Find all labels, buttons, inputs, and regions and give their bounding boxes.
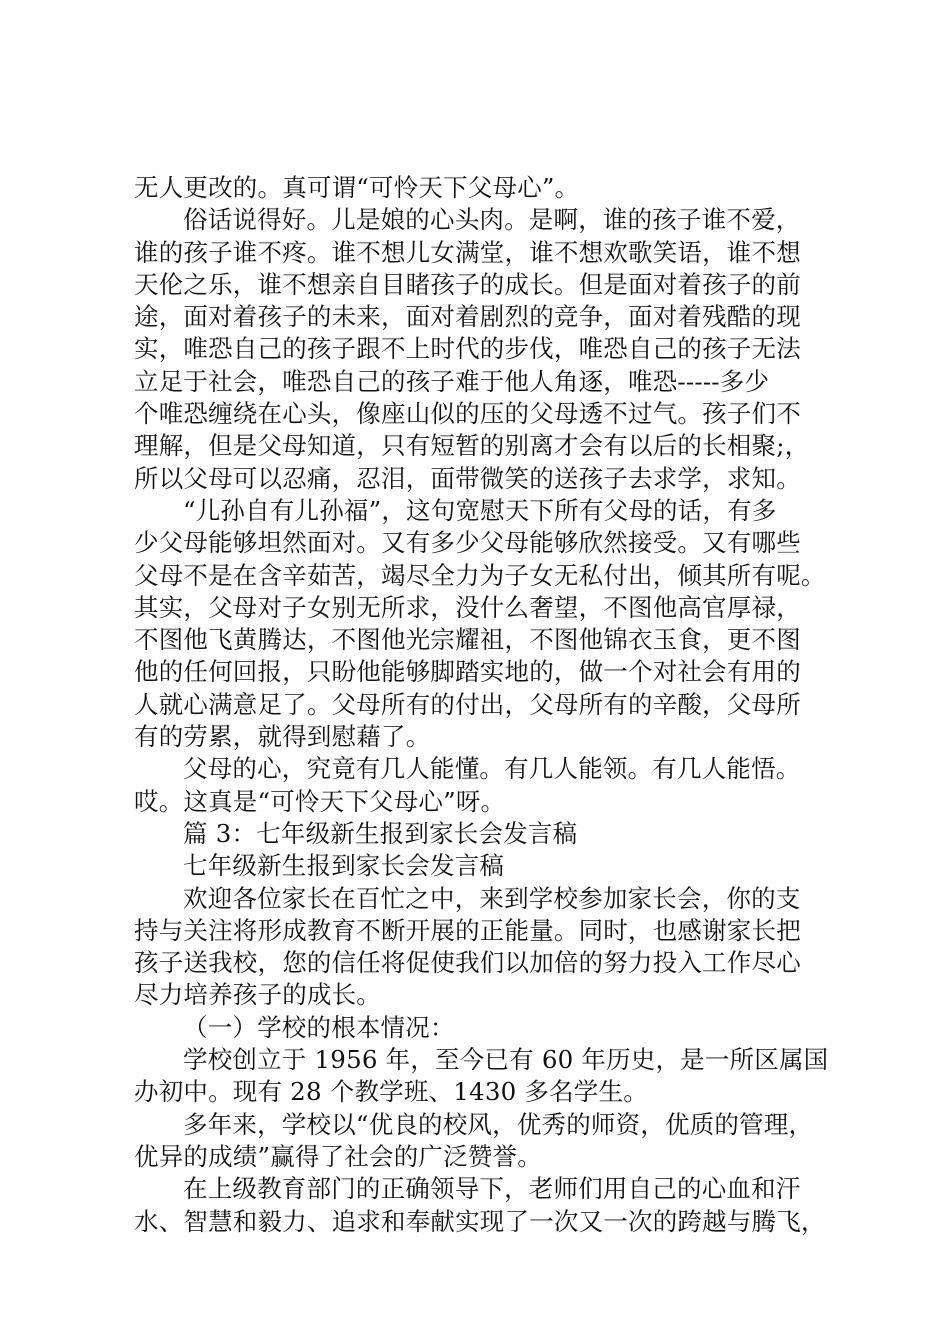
text-line: 人就心满意足了。父母所有的付出，父母所有的辛酸，父母所 <box>134 689 801 719</box>
text-line: 天伦之乐，谁不想亲自目睹孩子的成长。但是面对着孩子的前 <box>134 269 801 299</box>
text-line: 所以父母可以忍痛，忍泪，面带微笑的送孩子去求学，求知。 <box>134 463 801 493</box>
text-line: 谁的孩子谁不疼。谁不想儿女满堂，谁不想欢歌笑语，谁不想 <box>134 237 801 267</box>
text-line: 父母不是在含辛茹苦，竭尽全力为子女无私付出，倾其所有呢。 <box>134 560 826 590</box>
text-line: 父母的心，究竟有几人能懂。有几人能领。有几人能悟。 <box>183 754 801 784</box>
text-line: 在上级教育部门的正确领导下，老师们用自己的心血和汗 <box>183 1174 801 1204</box>
text-line: 俗话说得好。儿是娘的心头肉。是啊，谁的孩子谁不爱， <box>183 205 801 235</box>
text-line: 无人更改的。真可谓“可怜天下父母心”。 <box>134 173 580 202</box>
text-line: 多年来，学校以“优良的校风，优秀的师资，优质的管理， <box>183 1109 814 1139</box>
text-line: 办初中。现有 28 个教学班、1430 多名学生。 <box>134 1077 648 1107</box>
text-line: 篇 3：七年级新生报到家长会发言稿 <box>183 818 578 848</box>
text-line: 孩子送我校，您的信任将促使我们以加倍的努力投入工作尽心 <box>134 948 801 978</box>
text-line: 实，唯恐自己的孩子跟不上时代的步伐，唯恐自己的孩子无法 <box>134 334 801 364</box>
text-line: “儿孙自有儿孙福”，这句宽慰天下所有父母的话，有多 <box>183 495 777 525</box>
text-line: 尽力培养孩子的成长。 <box>134 980 381 1010</box>
text-line: 欢迎各位家长在百忙之中，来到学校参加家长会，你的支 <box>183 883 801 913</box>
text-line: 哎。这真是“可怜天下父母心”呀。 <box>134 786 506 816</box>
text-line: 途，面对着孩子的未来，面对着剧烈的竞争，面对着残酷的现 <box>134 302 801 332</box>
text-line: 学校创立于 1956 年，至今已有 60 年历史，是一所区属国 <box>183 1045 829 1075</box>
text-line: 个唯恐缠绕在心头，像座山似的压的父母透不过气。孩子们不 <box>134 399 801 429</box>
text-line: 水、智慧和毅力、追求和奉献实现了一次又一次的跨越与腾飞， <box>134 1206 826 1236</box>
text-line: 其实，父母对子女别无所求，没什么奢望，不图他高官厚禄， <box>134 592 801 622</box>
text-line: 七年级新生报到家长会发言稿 <box>183 851 505 881</box>
text-line: 少父母能够坦然面对。又有多少父母能够欣然接受。又有哪些 <box>134 528 801 558</box>
text-line: 有的劳累，就得到慰藉了。 <box>134 722 431 752</box>
text-line: 理解，但是父母知道，只有短暂的别离才会有以后的长相聚;， <box>134 431 810 461</box>
text-line: 他的任何回报，只盼他能够脚踏实地的，做一个对社会有用的 <box>134 657 801 687</box>
text-line: （一）学校的根本情况： <box>183 1012 455 1042</box>
document-body <box>134 172 834 1238</box>
text-line: 不图他飞黄腾达，不图他光宗耀祖，不图他锦衣玉食，更不图 <box>134 625 801 655</box>
text-line: 立足于社会，唯恐自己的孩子难于他人角逐，唯恐-----多少 <box>134 366 770 396</box>
text-line: 持与关注将形成教育不断开展的正能量。同时，也感谢家长把 <box>134 915 801 945</box>
text-line: 优异的成绩”赢得了社会的广泛赞誉。 <box>134 1141 542 1171</box>
